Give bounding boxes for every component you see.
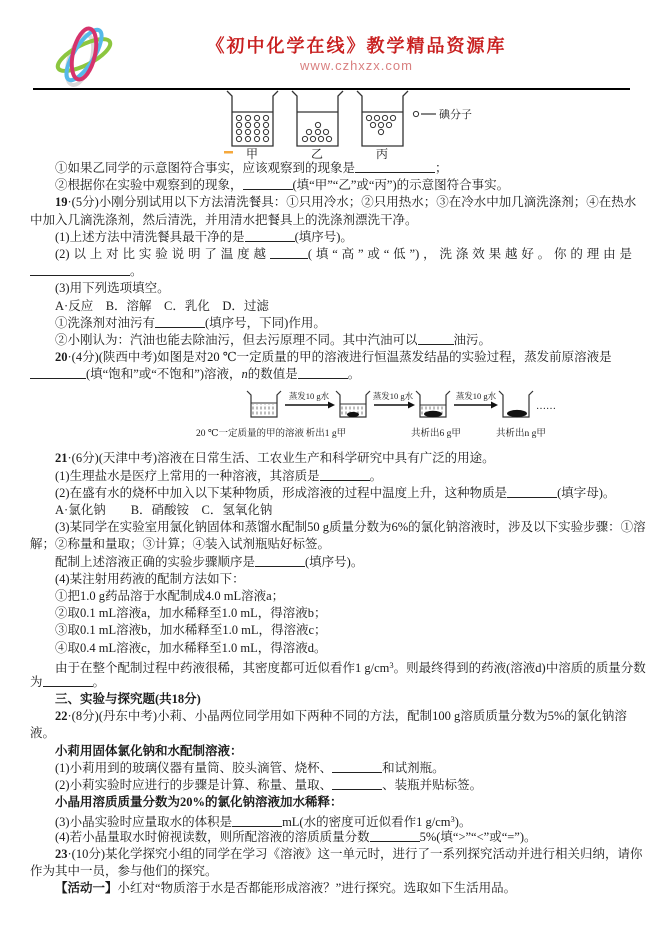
text-run: A·反应 B．溶解 C．乳化 D．过滤 (55, 298, 269, 313)
evap-beaker-4 (499, 391, 533, 417)
text-run: (1)小莉用到的玻璃仪器有量筒、胶头滴管、烧杯、 (55, 760, 333, 775)
evaporation-figure (30, 383, 632, 450)
answer-blank (270, 247, 308, 259)
text-line (30, 880, 632, 897)
text-run: ·(5分)小刚分别试用以下方法清洗餐具：①只用冷水；②只用热水；③在冷水中加几滴洗涤剂；④在热水 (67, 195, 637, 210)
text-run: (填字母)。 (557, 485, 616, 500)
text-line (30, 846, 643, 863)
text-run: ·(4分)(陕西中考)如图是对20 ℃一定质量的甲的溶液进行恒温蒸发结晶的实验过程，蒸发前原溶液是 (67, 350, 612, 365)
text-run: )。 (454, 815, 472, 830)
text-line (30, 194, 637, 211)
text-line (30, 160, 632, 177)
text-line (30, 177, 632, 194)
text-line (30, 229, 632, 246)
text-run: ③取0.1 mL溶液b，加水稀释至1.0 mL，得溶液c； (55, 623, 327, 638)
evap-beaker-1 (247, 391, 281, 417)
answer-blank (43, 675, 93, 687)
answer-blank (418, 333, 454, 345)
iodine-legend (413, 107, 472, 121)
text-run: ·(10分)某化学探究小组的同学在学习《溶液》这一单元时，进行了一系列探究活动并进行相关归纳，请你 (67, 846, 643, 861)
text-line (30, 298, 632, 315)
text-run-bold: 小莉用固体氯化钠和水配制溶液： (55, 743, 243, 758)
text-line (30, 588, 632, 605)
answer-blank (355, 161, 435, 173)
beaker-jia (227, 91, 278, 146)
iodine-beakers-figure (200, 88, 500, 162)
highlight-mark (224, 151, 233, 154)
text-run: 。 (92, 674, 106, 689)
questions-block-b (30, 450, 646, 897)
text-run: 小红对“物质溶于水是否都能形成溶液？”进行探究。选取如下生活用品。 (117, 881, 517, 896)
text-run: 作为其中一员，参与他们的探究。 (30, 863, 218, 878)
site-title: 《初中化学在线》教学精品资源库 (206, 36, 507, 56)
text-line (30, 863, 632, 880)
text-run: (3)小晶实验时应量取水的体积是 (55, 815, 233, 830)
atom-logo-icon (43, 26, 123, 88)
text-run: 。则最终得到的药液(溶液d)中溶质的质量分数 (393, 660, 646, 675)
text-run: (1)生理盐水是医疗上常用的一种溶液，其溶质是 (55, 468, 320, 483)
text-line (30, 691, 632, 708)
text-run: mL(水的密度可近似看作1 g/cm (282, 815, 451, 830)
text-line (30, 468, 632, 485)
text-line (30, 349, 632, 366)
text-line (30, 657, 646, 675)
text-line (30, 485, 632, 502)
text-run: 、装瓶并贴标签。 (382, 778, 483, 792)
questions-block-a (30, 160, 637, 383)
evap-arrow-1 (285, 391, 335, 409)
evap-label-4: 共析出n g甲 (496, 429, 546, 440)
answer-blank (245, 230, 295, 242)
text-line (30, 674, 632, 691)
text-run: (2)在盛有水的烧杯中加入以下某种物质，形成溶液的过程中温度上升，这种物质是 (55, 485, 508, 500)
answer-blank (255, 555, 305, 567)
text-run: 中加入几滴洗涤剂，然后清洗，并用清水把餐具上的洗涤剂漂洗干净。 (30, 212, 418, 227)
answer-blank (332, 761, 382, 773)
evap-label-1: 20 ℃一定质量的甲的溶液 (195, 429, 305, 440)
text-line (30, 366, 632, 383)
text-run: 为 (30, 674, 43, 689)
text-run: (1)上述方法中清洗餐具最干净的是 (55, 229, 245, 244)
text-run: (填“甲”“乙”或“丙”)的示意图符合事实。 (292, 178, 510, 193)
text-run-bold: 【活动一】 (55, 881, 118, 896)
answer-blank (155, 316, 205, 328)
site-header (33, 28, 630, 86)
text-run-bold: 19 (55, 195, 68, 210)
evap-label-2: 析出1 g甲 (305, 429, 347, 440)
answer-blank (332, 778, 382, 790)
text-line (30, 502, 632, 519)
evap-beaker-2 (336, 391, 370, 417)
text-run: 5%(填“>”“<”或“=”)。 (419, 829, 537, 844)
text-line (30, 811, 632, 828)
svg-text:蒸发10 g水: 蒸发10 g水 (288, 391, 330, 402)
text-run-italic: n (241, 367, 248, 382)
text-run: ①洗涤剂对油污有 (55, 315, 156, 330)
text-run: (4)若小晶量取水时俯视读数，则所配溶液的溶质质量分数 (55, 829, 370, 844)
text-run: (4)某注射用药液的配制方法如下： (55, 571, 245, 586)
beaker-bing (357, 91, 408, 146)
text-run-bold: 20 (55, 350, 68, 365)
answer-blank (370, 830, 420, 842)
text-line (30, 554, 632, 571)
text-run: (2)小莉实验时应进行的步骤是计算、称量、量取、 (55, 778, 333, 792)
text-run: ②取0.1 mL溶液a，加水稀释至1.0 mL，得溶液b； (55, 606, 327, 621)
text-run: 的数值是 (247, 367, 298, 382)
text-run: 由于在整个配制过程中药液很稀，其密度都可近似看作1 g/cm (55, 660, 390, 675)
answer-blank (507, 486, 557, 498)
text-run-bold: 小晶用溶质质量分数为20%的氯化钠溶液加水稀释： (55, 795, 343, 810)
text-line (30, 450, 632, 467)
text-run: (填序号)。 (294, 229, 353, 244)
text-run: ·(6分)(天津中考)溶液在日常生活、工农业生产和科学研究中具有广泛的用途。 (67, 451, 495, 466)
text-line (30, 743, 632, 760)
site-url: www.czhxzx.com (300, 58, 413, 73)
beaker-jia-label: 甲 (245, 147, 259, 161)
answer-blank (232, 815, 282, 827)
text-run: ②小刚认为：汽油也能去除油污，但去污原理不同。其中汽油可以 (55, 332, 418, 347)
text-run: ④取0.4 mL溶液c，加水稀释至1.0 mL，得溶液d。 (55, 640, 327, 655)
beaker-bing-label: 丙 (375, 147, 389, 161)
text-line (30, 571, 632, 588)
evap-arrow-3 (454, 391, 498, 409)
text-run-sup: 3 (389, 659, 394, 670)
text-run: (填序号，下同)作用。 (205, 315, 326, 330)
answer-blank (243, 178, 293, 190)
evap-arrow-2 (373, 391, 415, 409)
text-line (30, 519, 646, 536)
text-run: A·氯化钠 B．硝酸铵 C．氢氧化钠 (55, 503, 273, 517)
text-line (30, 777, 632, 794)
text-line (30, 536, 632, 553)
text-line (30, 332, 632, 349)
text-run: (3)用下列选项填空。 (55, 281, 170, 296)
text-run-sup: 3 (450, 814, 455, 825)
text-run-bold: 22 (55, 709, 68, 724)
text-line (30, 829, 632, 846)
text-line (30, 708, 632, 725)
text-run: ； (435, 161, 448, 175)
text-line (30, 794, 632, 811)
text-run: ②根据你在实验中观察到的现象， (55, 178, 243, 193)
text-line (30, 640, 632, 657)
text-run: (3)某同学在实验室用氯化钠固体和蒸馏水配制50 g质量分数为6%的氯化钠溶液时，涉及以下实验步骤：①溶 (55, 520, 646, 535)
answer-blank (320, 469, 370, 481)
text-run: 。 (130, 264, 143, 279)
text-run: 和试剂瓶。 (382, 760, 445, 775)
text-run: 配制上述溶液正确的实验步骤顺序是 (55, 554, 256, 569)
text-line (30, 605, 632, 622)
answer-blank (30, 367, 86, 379)
text-line (30, 246, 632, 263)
text-run: ①把1.0 g药品溶于水配制成4.0 mL溶液a； (55, 588, 285, 603)
text-run-bold: 21 (55, 451, 68, 466)
text-run-bold: 三、实验与探究题(共18分) (55, 692, 201, 707)
text-run: (填“高”或“低”)，洗涤效果越好。你的理由是 (307, 246, 632, 261)
evap-ellipsis: …… (536, 401, 556, 413)
svg-text:蒸发10 g水: 蒸发10 g水 (455, 391, 497, 402)
text-line (30, 263, 632, 280)
text-line (30, 725, 632, 742)
answer-blank (298, 367, 348, 379)
text-run: 。 (369, 468, 383, 483)
text-run: (填“饱和”或“不饱和”)溶液， (86, 367, 242, 382)
evap-beaker-3 (416, 391, 450, 417)
text-line (30, 760, 632, 777)
text-run: 。 (347, 367, 361, 382)
beaker-yi (292, 91, 343, 146)
text-line (30, 315, 632, 332)
text-run: ①如果乙同学的示意图符合事实，应该观察到的现象是 (55, 161, 356, 175)
svg-text:蒸发10 g水: 蒸发10 g水 (372, 391, 414, 402)
text-run: 油污。 (453, 332, 492, 347)
evap-label-3: 共析出6 g甲 (411, 429, 461, 440)
text-line (30, 622, 632, 639)
text-line (30, 280, 632, 297)
text-run: (填序号)。 (305, 554, 364, 569)
text-run: 解；②称量和量取；③计算；④装入试剂瓶贴好标签。 (30, 537, 331, 552)
beaker-yi-label: 乙 (310, 147, 324, 161)
text-run: 液。 (30, 726, 56, 741)
worksheet-body (30, 160, 646, 897)
text-line (30, 212, 632, 229)
text-run: (2)以上对比实验说明了温度越 (55, 246, 270, 261)
text-run: ·(8分)(丹东中考)小莉、小晶两位同学用如下两种不同的方法，配制100 g溶质质量分数为5%的氯化钠溶 (67, 709, 627, 724)
text-run-bold: 23 (55, 846, 68, 861)
answer-blank (30, 264, 130, 276)
iodine-legend-label: 碘分子 (439, 109, 472, 121)
